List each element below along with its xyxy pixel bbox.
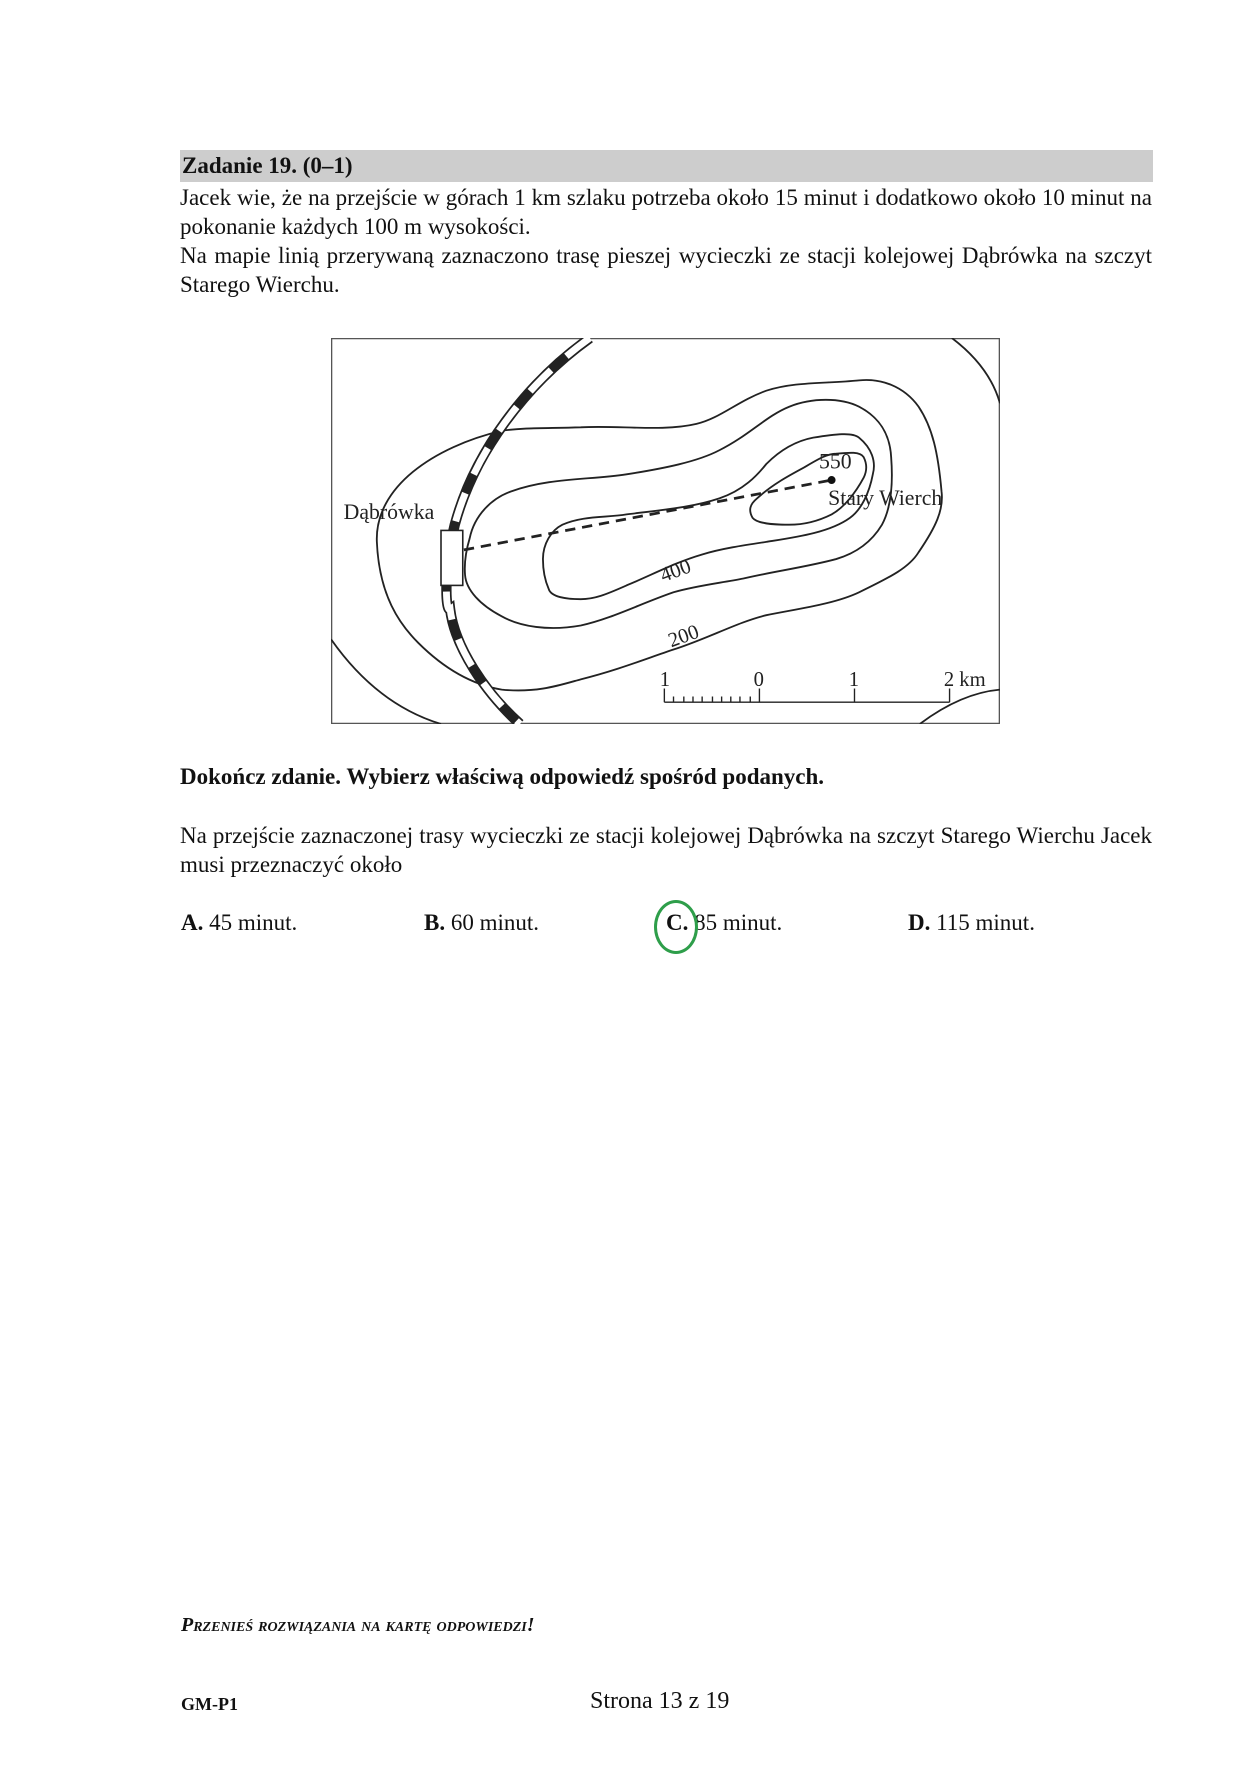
task-title: Zadanie 19. (0–1) bbox=[182, 153, 353, 178]
contour-label-200: 200 bbox=[665, 620, 703, 653]
topographic-map bbox=[331, 338, 1000, 724]
task-intro-2: Na mapie linią przerywaną zaznaczono trasę pieszej wycieczki ze stacji kolejowej Dąbrówka na szczyt Starego Wierchu. bbox=[180, 243, 1152, 297]
exam-code: GM-P1 bbox=[181, 1694, 238, 1714]
answer-text: 115 minut. bbox=[930, 910, 1035, 935]
answer-d[interactable] bbox=[908, 910, 1035, 936]
answer-letter: C. bbox=[666, 910, 689, 935]
selected-answer-mark bbox=[654, 900, 698, 954]
scale-tick-label: 1 bbox=[659, 669, 671, 692]
instruction: Dokończ zdanie. Wybierz właściwą odpowiedź spośród podanych. bbox=[180, 764, 825, 789]
scale-tick-label: 1 bbox=[848, 669, 860, 692]
answer-text: 45 minut. bbox=[203, 910, 298, 935]
task-header bbox=[180, 150, 1153, 182]
peak-label: Stary Wierch bbox=[828, 486, 943, 511]
transfer-note: Przenieś rozwiązania na kartę odpowiedzi! bbox=[181, 1614, 535, 1636]
peak-point bbox=[828, 476, 836, 484]
answer-a[interactable] bbox=[181, 910, 297, 936]
answer-b[interactable] bbox=[424, 910, 539, 936]
page-number: Strona 13 z 19 bbox=[590, 1688, 730, 1714]
scale-tick-label: 0 bbox=[753, 669, 765, 692]
station-label: Dąbrówka bbox=[343, 499, 435, 524]
peak-height-label: 550 bbox=[818, 449, 852, 474]
scale-tick-label: 2 km bbox=[943, 669, 986, 692]
task-intro-1: Jacek wie, że na przejście w górach 1 km szlaku potrzeba około 15 minut i dodatkowo około 10 minut na pokonanie każdych 100 m wysokości. bbox=[180, 185, 1152, 239]
question-text: Na przejście zaznaczonej trasy wycieczki ze stacji kolejowej Dąbrówka na szczyt Starego Wierchu Jacek musi przeznaczyć około bbox=[180, 823, 1152, 877]
answer-letter: A. bbox=[181, 910, 204, 935]
contour-label-400: 400 bbox=[657, 555, 694, 587]
answer-letter: D. bbox=[908, 910, 931, 935]
answer-letter: B. bbox=[424, 910, 446, 935]
answer-text: 85 minut. bbox=[688, 910, 783, 935]
answer-text: 60 minut. bbox=[445, 910, 540, 935]
station-icon bbox=[441, 530, 463, 585]
